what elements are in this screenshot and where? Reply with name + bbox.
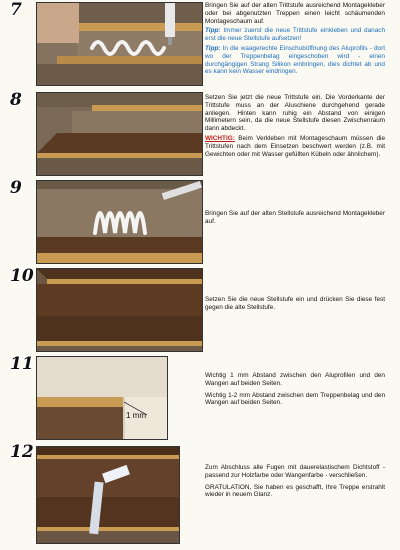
step-11-paragraph-2: Wichtig 1-2 mm Abstand zwischen dem Treppenbelag und den Wangen auf beiden Seiten. <box>205 391 385 407</box>
step-8-warning: WICHTIG: Beim Verkleben mit Montageschaum müssen die Trittstufen nach dem Einsetzen beschwert werden (z.B. mit Gewichten oder mit Wasser gefüllten Kübeln oder ähnlichem). <box>205 134 385 158</box>
step-9-photo <box>36 180 203 264</box>
step-7 <box>0 0 400 88</box>
step-11 <box>0 354 400 442</box>
step-12-paragraph-2: GRATULATION, Sie haben es geschafft, Ihre Treppe erstrahlt wieder in neuem Glanz. <box>205 483 385 499</box>
step-8-text <box>205 94 385 160</box>
step-number: 7 <box>10 0 22 20</box>
step-9-text <box>205 210 385 228</box>
step-7-tip-2: Tipp: In die waagerechte Einschuböffnung des Aluprofils - dort wo der Treppenbelag eingeschoben wird - einen durchgängigen Strang Silikon einbringen, dies dichtet ab und es kann kein Wasser eindringen. <box>205 44 385 76</box>
step-number: 9 <box>10 178 22 198</box>
step-10-text <box>205 296 385 314</box>
step-number: 10 <box>10 266 34 286</box>
step-number: 12 <box>10 442 34 462</box>
step-9-paragraph-1: Bringen Sie auf der alten Stellstufe ausreichend Montagekleber auf. <box>205 210 385 225</box>
step-12-text <box>205 464 385 501</box>
step-8-paragraph-1: Setzen Sie jetzt die neue Trittstufe ein. Die Vorderkante der Trittstufe muss an der Aluschiene durchgehend gerade anliegen. Hinten kann ruhig ein Abstand von einigen Millimetern sein, da die neue Stellstufe diesen Zwischenraum dann abdeckt. <box>205 94 385 133</box>
step-10-paragraph-1: Setzen Sie die neue Stellstufe ein und drücken Sie diese fest gegen die alte Stellstufe. <box>205 296 385 311</box>
step-11-photo <box>36 356 168 440</box>
step-12 <box>0 442 400 550</box>
step-7-paragraph-1: Bringen Sie auf der alten Trittstufe ausreichend Montagekleber oder bei abgenutzten Treppen einen leicht schäumenden Montageschaum auf. <box>205 2 385 25</box>
step-11-text <box>205 372 385 409</box>
step-9 <box>0 178 400 266</box>
step-7-tip-1: Tipp: Immer zuerst die neue Trittstufe einkleben und danach erst die neue Stellstufe aufsetzen! <box>205 27 385 43</box>
step-7-text <box>205 2 385 78</box>
step-12-photo <box>36 446 180 544</box>
step-7-photo <box>36 2 203 86</box>
step-8-photo <box>36 92 203 176</box>
step-8 <box>0 90 400 178</box>
gap-measurement-label: 1 mm <box>126 411 146 420</box>
step-11-paragraph-1: Wichtig 1 mm Abstand zwischen den Aluprofilen und den Wangen auf beiden Seiten. <box>205 372 385 387</box>
step-number: 8 <box>10 90 22 110</box>
step-number: 11 <box>10 354 34 374</box>
step-12-paragraph-1: Zum Abschluss alle Fugen mit dauerelastischem Dichtstoff - passend zur Holzfarbe oder Wangenfarbe - verschließen. <box>205 464 385 479</box>
step-10-photo <box>36 268 203 352</box>
step-10 <box>0 266 400 354</box>
